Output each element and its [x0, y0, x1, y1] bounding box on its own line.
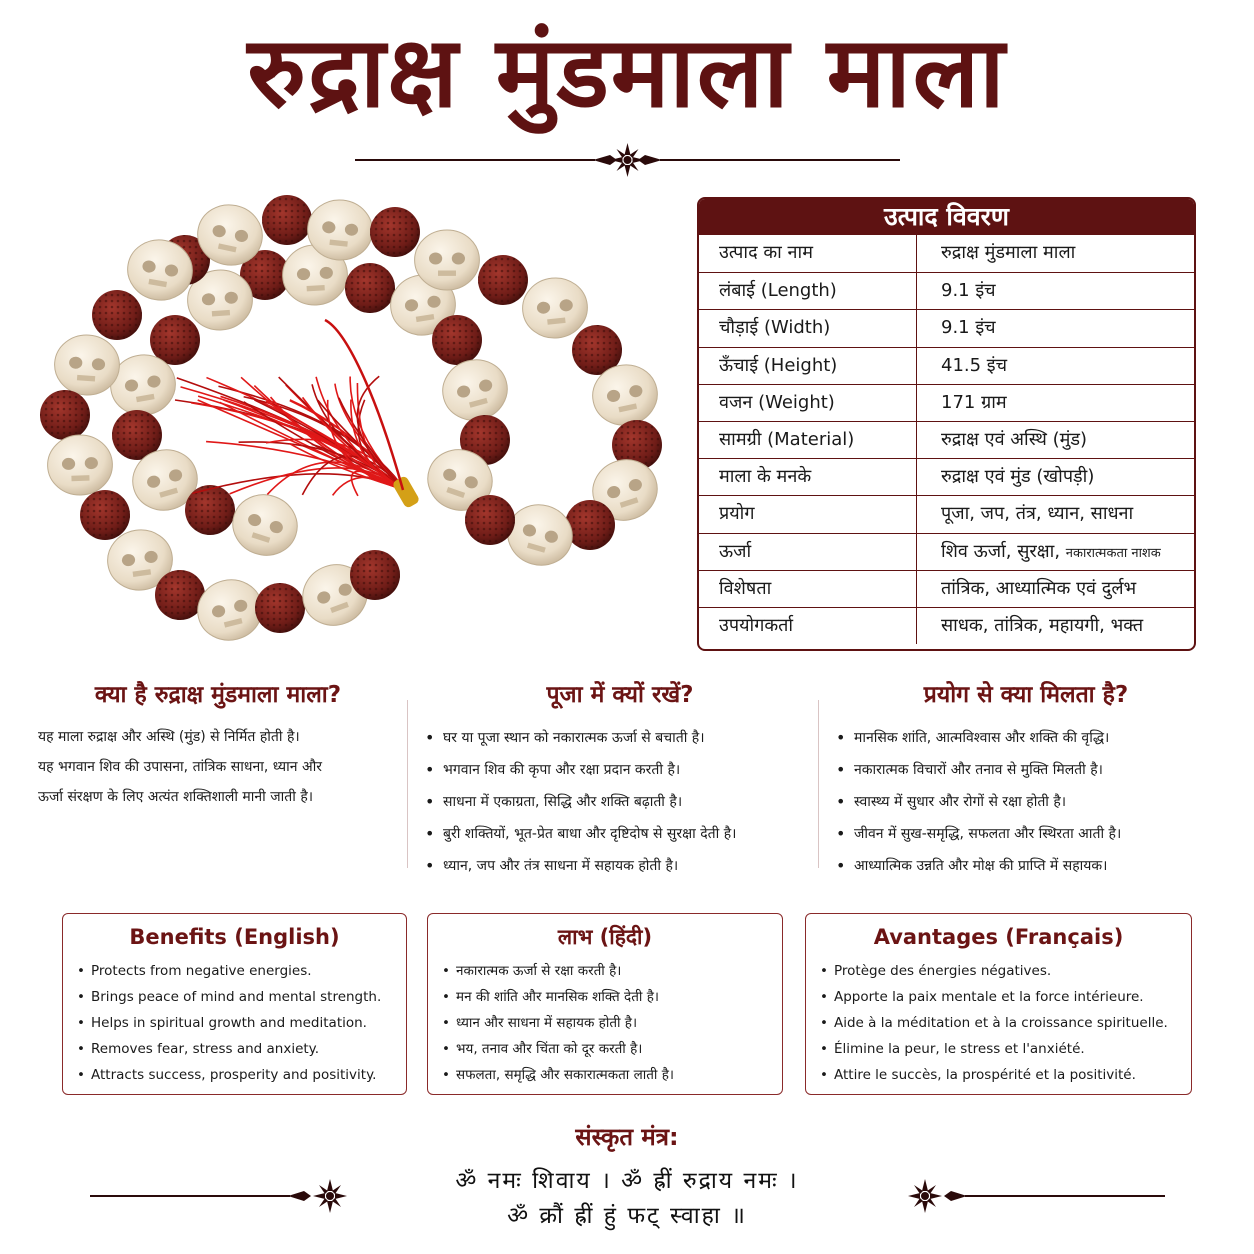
spec-value-text: 41.5 इंच — [941, 354, 1008, 376]
table-row — [699, 421, 1194, 458]
list-item: • साधना में एकाग्रता, सिद्धि और शक्ति बढ़ाती है। — [425, 786, 815, 818]
page-title: रुद्राक्ष मुंडमाला माला — [247, 15, 1007, 130]
list-item: • घर या पूजा स्थान को नकारात्मक ऊर्जा से बचाती है। — [425, 722, 815, 754]
spec-label: ऊर्जा — [699, 534, 917, 570]
product-details-table — [697, 197, 1196, 651]
table-row — [699, 458, 1194, 495]
spec-label: उपयोगकर्ता — [699, 608, 917, 644]
rudraksha-bead — [185, 485, 235, 535]
list-item: • स्वास्थ्य में सुधार और रोगों से रक्षा होती है। — [836, 786, 1216, 818]
list-item: • Apporte la paix mentale et la force intérieure. — [820, 984, 1177, 1010]
box-heading: Benefits (English) — [129, 925, 340, 949]
ornamental-divider — [355, 142, 900, 178]
rudraksha-bead — [465, 495, 515, 545]
spec-value — [917, 496, 1194, 532]
list-item: • नकारात्मक विचारों और तनाव से मुक्ति मिलती है। — [836, 754, 1216, 786]
spec-value-small-text: नकारात्मकता नाशक — [1065, 545, 1161, 561]
spec-value-text: रुद्राक्ष मुंडमाला माला — [941, 242, 1076, 263]
spec-value — [917, 571, 1194, 607]
spec-value-text: रुद्राक्ष एवं मुंड (खोपड़ी) — [941, 466, 1095, 488]
spec-label: सामग्री (Material) — [699, 422, 917, 458]
list-item: • Élimine la peur, le stress et l'anxiété. — [820, 1036, 1177, 1062]
section-heading: क्या है रुद्राक्ष मुंडमाला माला? — [94, 682, 342, 708]
skull-bead — [436, 353, 514, 428]
spec-label: माला के मनके — [699, 459, 917, 495]
rudraksha-bead — [40, 390, 90, 440]
benefits-french-box — [805, 913, 1192, 1095]
list-item: • जीवन में सुख-समृद्धि, सफलता और स्थिरता आती है। — [836, 818, 1216, 850]
list-item: • मानसिक शांति, आत्मविश्वास और शक्ति की वृद्धि। — [836, 722, 1216, 754]
skull-bead — [47, 434, 114, 496]
list-item: • Brings peace of mind and mental strength. — [77, 984, 392, 1010]
spec-value-text: 171 ग्राम — [941, 391, 1007, 413]
box-heading: लाभ (हिंदी) — [557, 925, 653, 949]
list-item: • भगवान शिव की कृपा और रक्षा प्रदान करती है। — [425, 754, 815, 786]
spec-label: लंबाई (Length) — [699, 273, 917, 309]
spec-value — [917, 235, 1194, 272]
spec-value-text: पूजा, जप, तंत्र, ध्यान, साधना — [941, 503, 1134, 525]
list-item: • Aide à la méditation et à la croissance spirituelle. — [820, 1010, 1177, 1036]
spec-label: विशेषता — [699, 571, 917, 607]
table-row — [699, 272, 1194, 309]
spec-label: चौड़ाई (Width) — [699, 310, 917, 346]
table-row — [699, 384, 1194, 421]
spec-value — [917, 459, 1194, 495]
spec-value — [917, 273, 1194, 309]
list-item: • Attracts success, prosperity and positivity. — [77, 1062, 392, 1088]
rudraksha-bead — [478, 255, 528, 305]
list-item: • Removes fear, stress and anxiety. — [77, 1036, 392, 1062]
tassel — [175, 320, 420, 509]
spec-value-text: तांत्रिक, आध्यात्मिक एवं दुर्लभ — [941, 577, 1137, 599]
rudraksha-bead — [350, 550, 400, 600]
rudraksha-bead — [565, 500, 615, 550]
flower-ornament-icon — [611, 143, 645, 177]
spec-label: प्रयोग — [699, 496, 917, 532]
ornamental-divider-right — [905, 1178, 1165, 1214]
spec-value — [917, 422, 1194, 458]
spec-value — [917, 310, 1194, 346]
table-row — [699, 533, 1194, 570]
skull-bead — [520, 275, 591, 341]
mantra-heading: संस्कृत मंत्र: — [575, 1123, 679, 1151]
rudraksha-bead — [432, 315, 482, 365]
flower-ornament-icon — [313, 1179, 347, 1213]
skull-bead — [415, 230, 480, 290]
table-row — [699, 607, 1194, 644]
description-line: यह माला रुद्राक्ष और अस्थि (मुंड) से निर्मित होती है। — [38, 729, 300, 745]
list-item: • Helps in spiritual growth and meditation. — [77, 1010, 392, 1036]
spec-value-text: रुद्राक्ष एवं अस्थि (मुंड) — [941, 428, 1088, 450]
skull-bead — [225, 486, 305, 563]
column-divider — [407, 700, 408, 868]
list-item: • आध्यात्मिक उन्नति और मोक्ष की प्राप्ति में सहायक। — [836, 850, 1216, 882]
rudraksha-bead — [345, 263, 395, 313]
mala-product-image — [25, 190, 675, 660]
list-item: • ध्यान और साधना में सहायक होती है। — [442, 1010, 768, 1036]
table-row — [699, 235, 1194, 272]
spec-label: वजन (Weight) — [699, 385, 917, 421]
list-item: • मन की शांति और मानसिक शक्ति देती है। — [442, 984, 768, 1010]
list-item: • Protects from negative energies. — [77, 958, 392, 984]
rudraksha-bead — [370, 207, 420, 257]
flower-ornament-icon — [908, 1179, 942, 1213]
section-heading: पूजा में क्यों रखें? — [546, 682, 694, 708]
table-row — [699, 309, 1194, 346]
table-header: उत्पाद विवरण — [699, 199, 1194, 235]
list-item: • भय, तनाव और चिंता को दूर करती है। — [442, 1036, 768, 1062]
spec-value-text: साधक, तांत्रिक, महायगी, भक्त — [941, 614, 1144, 636]
box-heading: Avantages (Français) — [873, 925, 1124, 949]
what-gain-section — [836, 678, 1216, 882]
list-item: • सफलता, समृद्धि और सकारात्मकता लाती है। — [442, 1062, 768, 1088]
list-item: • Attire le succès, la prospérité et la positivité. — [820, 1062, 1177, 1088]
spec-value — [917, 385, 1194, 421]
rudraksha-bead — [80, 490, 130, 540]
benefits-english-box — [62, 913, 407, 1095]
table-row — [699, 347, 1194, 384]
benefits-hindi-box — [427, 913, 783, 1095]
spec-value — [917, 608, 1194, 644]
skull-bead — [501, 497, 580, 573]
spec-value-text: 9.1 इंच — [941, 317, 996, 339]
spec-value-text: 9.1 इंच — [941, 280, 996, 302]
spec-label: ऊँचाई (Height) — [699, 348, 917, 384]
ornamental-divider-left — [90, 1178, 350, 1214]
column-divider — [818, 700, 819, 868]
rudraksha-bead — [255, 583, 305, 633]
list-item: • बुरी शक्तियों, भूत-प्रेत बाधा और दृष्टिदोष से सुरक्षा देती है। — [425, 818, 815, 850]
spec-label: उत्पाद का नाम — [699, 235, 917, 272]
spec-value-text: शिव ऊर्जा, सुरक्षा, — [941, 540, 1061, 562]
mantra-line-2: ॐ क्रौं ह्रीं हुं फट् स्वाहा ॥ — [507, 1203, 747, 1229]
list-item: • नकारात्मक ऊर्जा से रक्षा करती है। — [442, 958, 768, 984]
list-item: • Protège des énergies négatives. — [820, 958, 1177, 984]
rudraksha-bead — [92, 290, 142, 340]
table-row — [699, 570, 1194, 607]
table-row — [699, 495, 1194, 532]
description-line: ऊर्जा संरक्षण के लिए अत्यंत शक्तिशाली मानी जाती है। — [38, 789, 314, 805]
spec-value — [917, 534, 1194, 570]
mantra-line-1: ॐ नमः शिवाय । ॐ ह्रीं रुद्राय नमः । — [455, 1168, 799, 1194]
section-heading: प्रयोग से क्या मिलता है? — [923, 682, 1129, 708]
why-puja-section — [425, 678, 815, 882]
rudraksha-bead — [262, 195, 312, 245]
description-line: यह भगवान शिव की उपासना, तांत्रिक साधना, ध्यान और — [38, 759, 323, 775]
spec-value — [917, 348, 1194, 384]
list-item: • ध्यान, जप और तंत्र साधना में सहायक होती है। — [425, 850, 815, 882]
what-is-section — [38, 678, 398, 812]
